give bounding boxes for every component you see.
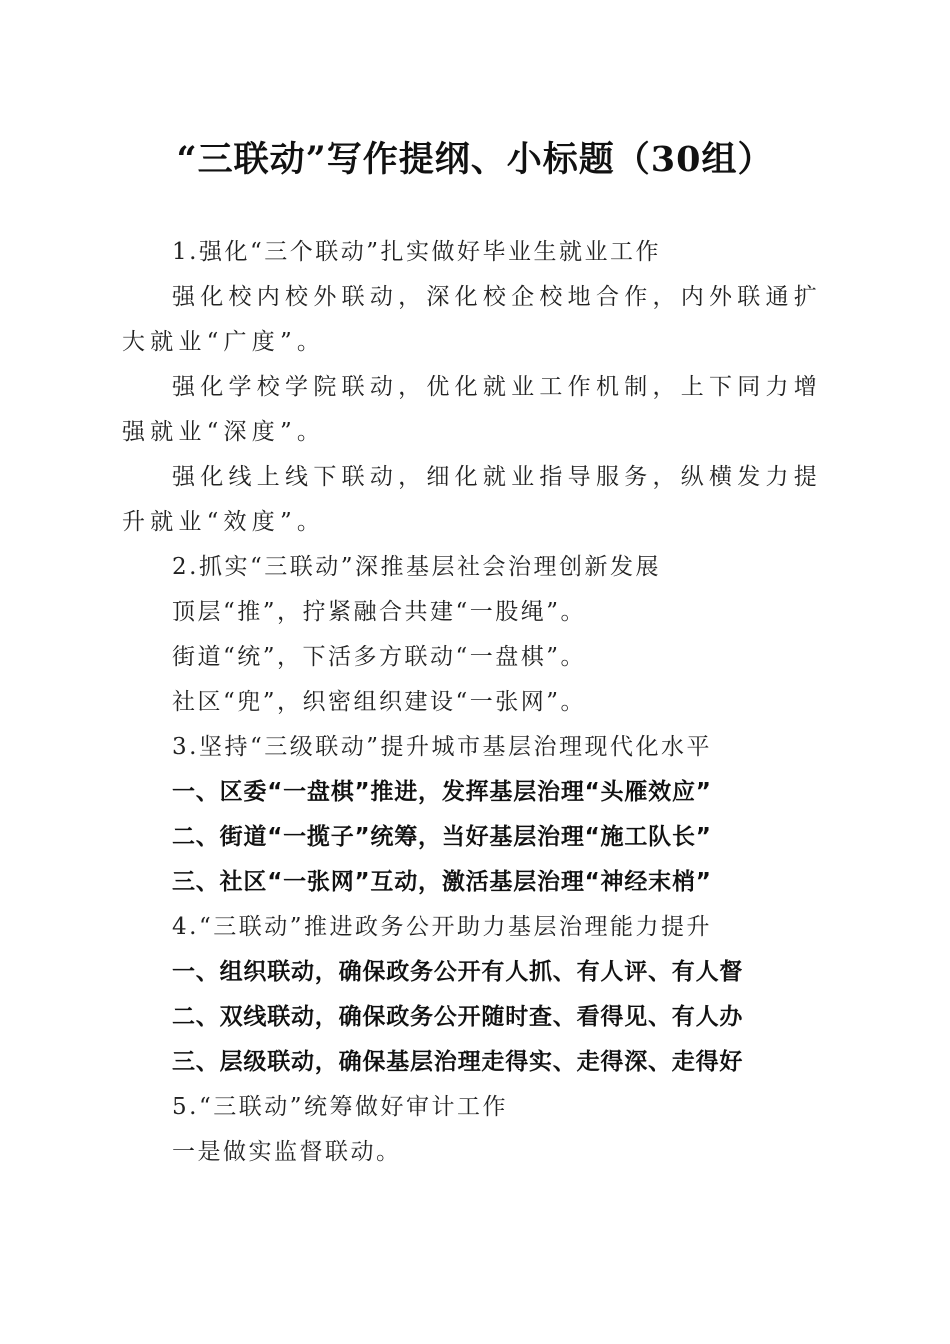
section-heading-4: 4.“三联动”推进政务公开助力基层治理能力提升 xyxy=(172,914,712,940)
section-heading-5: 5.“三联动”统筹做好审计工作 xyxy=(172,1094,508,1120)
paragraph: 强化校内校外联动，深化校企校地合作，内外联通扩大就业“广度”。 xyxy=(122,284,822,355)
bold-subheading: 三、层级联动，确保基层治理走得实、走得深、走得好 xyxy=(172,1049,744,1075)
bold-subheading: 二、街道“一揽子”统筹，当好基层治理“施工队长” xyxy=(172,824,712,850)
bold-subheading: 三、社区“一张网”互动，激活基层治理“神经末梢” xyxy=(172,869,712,895)
section-heading-3: 3.坚持“三级联动”提升城市基层治理现代化水平 xyxy=(172,734,712,760)
bold-subheading: 一、组织联动，确保政务公开有人抓、有人评、有人督 xyxy=(172,959,744,985)
document-body xyxy=(122,230,822,1175)
bold-subheading: 一、区委“一盘棋”推进，发挥基层治理“头雁效应” xyxy=(172,779,712,805)
document-title: “三联动”写作提纲、小标题（30组） xyxy=(176,139,774,180)
section-heading-2: 2.抓实“三联动”深推基层社会治理创新发展 xyxy=(172,554,661,580)
section-heading-1: 1.强化“三个联动”扎实做好毕业生就业工作 xyxy=(172,239,661,265)
bold-subheading: 二、双线联动，确保政务公开随时查、看得见、有人办 xyxy=(172,1004,744,1030)
paragraph: 强化线上线下联动，细化就业指导服务，纵横发力提升就业“效度”。 xyxy=(122,464,822,535)
paragraph: 顶层“推”，拧紧融合共建“一股绳”。 xyxy=(172,599,587,625)
paragraph: 一是做实监督联动。 xyxy=(172,1139,402,1165)
paragraph: 社区“兜”，织密组织建设“一张网”。 xyxy=(172,689,587,715)
paragraph: 强化学校学院联动，优化就业工作机制，上下同力增强就业“深度”。 xyxy=(122,374,822,445)
paragraph: 街道“统”，下活多方联动“一盘棋”。 xyxy=(172,644,587,670)
